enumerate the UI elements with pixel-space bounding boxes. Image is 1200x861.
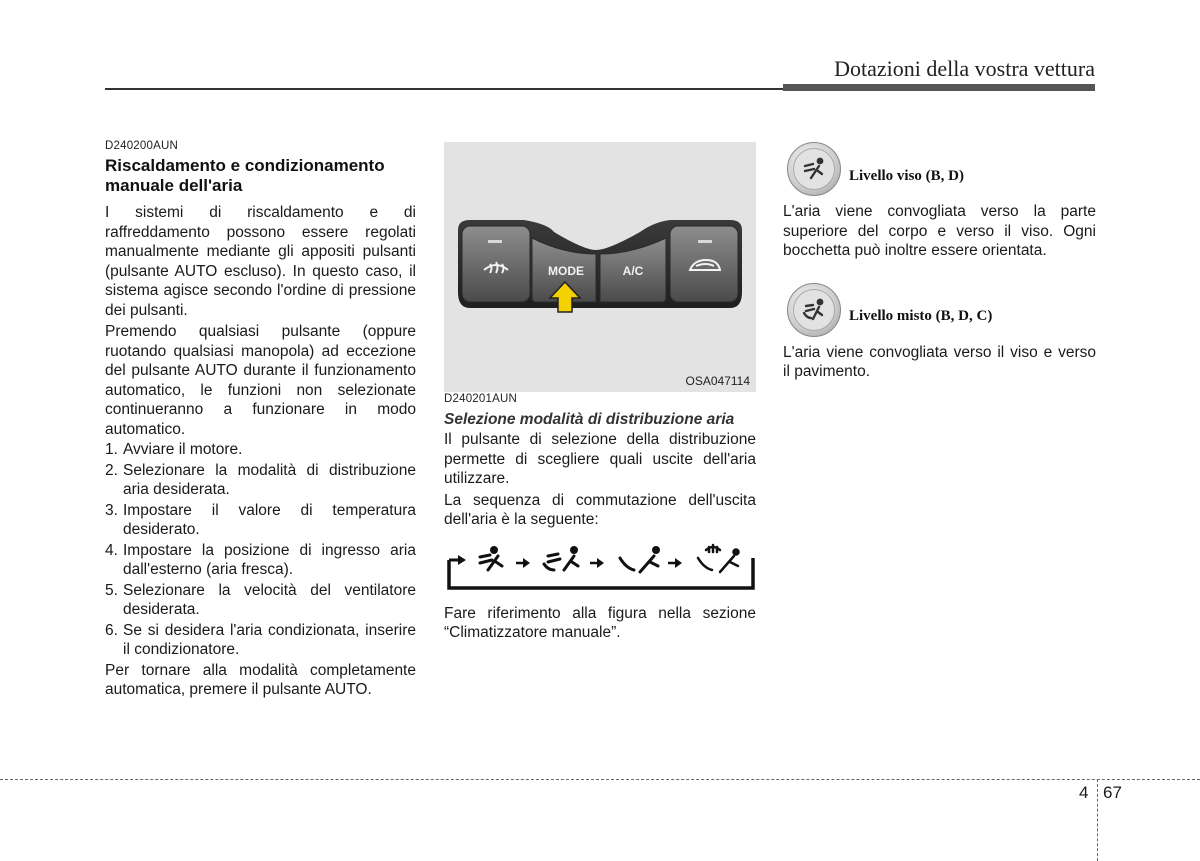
floor-vent-icon [620,547,659,572]
list-item [105,440,416,460]
column-middle [444,393,756,643]
page-header-title: Dotazioni della vostra vettura [834,56,1095,81]
ac-button-label[interactable]: A/C [622,264,644,278]
page-section-number: 4 [1079,783,1089,802]
arrow-right-icon [668,558,682,568]
step-number: 3. [105,501,118,519]
paragraph: Per tornare alla modalità completamente automatica, premere il pulsante AUTO. [105,661,416,698]
paragraph: La sequenza di commutazione dell'uscita dell'aria è la seguente: [444,491,756,528]
section-heading: Riscaldamento e condizionamento manuale dell'aria [105,156,385,195]
mode-sequence-diagram [444,542,756,592]
face-vent-icon [480,547,502,570]
floor-defrost-vent-icon [698,545,739,572]
list-item [105,501,416,540]
photo-code: OSA047114 [685,374,750,388]
header-rule-accent [783,84,1095,91]
step-number: 2. [105,461,118,479]
list-item [105,581,416,620]
column-left [105,140,416,700]
step-number: 6. [105,621,118,639]
steps-list [105,440,416,660]
section-code: D240200AUN [105,140,178,152]
list-item [105,461,416,500]
bi-level-vent-icon [544,547,578,570]
face-level-label: Livello viso (B, D) [849,167,964,184]
section-code: D240201AUN [444,393,517,405]
footer-divider [1097,779,1098,861]
paragraph: L'aria viene convogliata verso la parte superiore del corpo e verso il viso. Ogni bocchetta può inoltre essere orientata. [783,203,1096,259]
page-number: 67 [1103,783,1122,802]
paragraph: Il pulsante di selezione della distribuzione permette di scegliere quali uscite dell'aria utilizzare. [444,431,756,487]
paragraph: L'aria viene convogliata verso il viso e verso il pavimento. [783,343,1096,380]
list-item [105,621,416,660]
step-text: Selezionare la modalità di distribuzione aria desiderata. [123,461,416,498]
step-text: Selezionare la velocità del ventilatore desiderata. [123,581,416,618]
arrow-right-icon [590,558,604,568]
section-heading: Selezione modalità di distribuzione aria [444,411,735,428]
arrow-right-icon [516,558,530,568]
step-number: 5. [105,581,118,599]
step-text: Avviare il motore. [123,441,243,458]
face-level-row [787,142,1096,196]
list-item [105,541,416,580]
bi-level-vent-round-icon [787,283,841,337]
step-text: Se si desidera l'aria condizionata, inserire il condizionatore. [123,621,416,658]
bi-level-row [787,283,1096,337]
face-vent-round-icon [787,142,841,196]
step-text: Impostare la posizione di ingresso aria dall'esterno (aria fresca). [123,541,416,578]
step-number: 4. [105,541,118,559]
climate-panel-illustration [444,142,756,392]
control-panel-photo [444,142,756,392]
paragraph: Premendo qualsiasi pulsante (oppure ruotando qualsiasi manopola) ad eccezione del pulsante AUTO durante il funzionamento automatico, le funzioni non selezionate continueranno a funzionare in modo automatico. [105,323,416,438]
step-text: Impostare il valore di temperatura desiderato. [123,501,416,538]
step-number: 1. [105,441,118,458]
footer-rule [0,779,1200,780]
paragraph: I sistemi di riscaldamento e di raffreddamento possono essere regolati manualmente mediante gli appositi pulsanti (pulsante AUTO escluso). In questo caso, il sistema agisce secondo l'ordine di pressione dei pulsanti. [105,204,416,319]
bi-level-label: Livello misto (B, D, C) [849,308,993,324]
mode-button-label[interactable]: MODE [548,264,584,278]
paragraph: Fare riferimento alla figura nella sezione “Climatizzatore manuale”. [444,604,756,641]
column-right [783,142,1096,382]
